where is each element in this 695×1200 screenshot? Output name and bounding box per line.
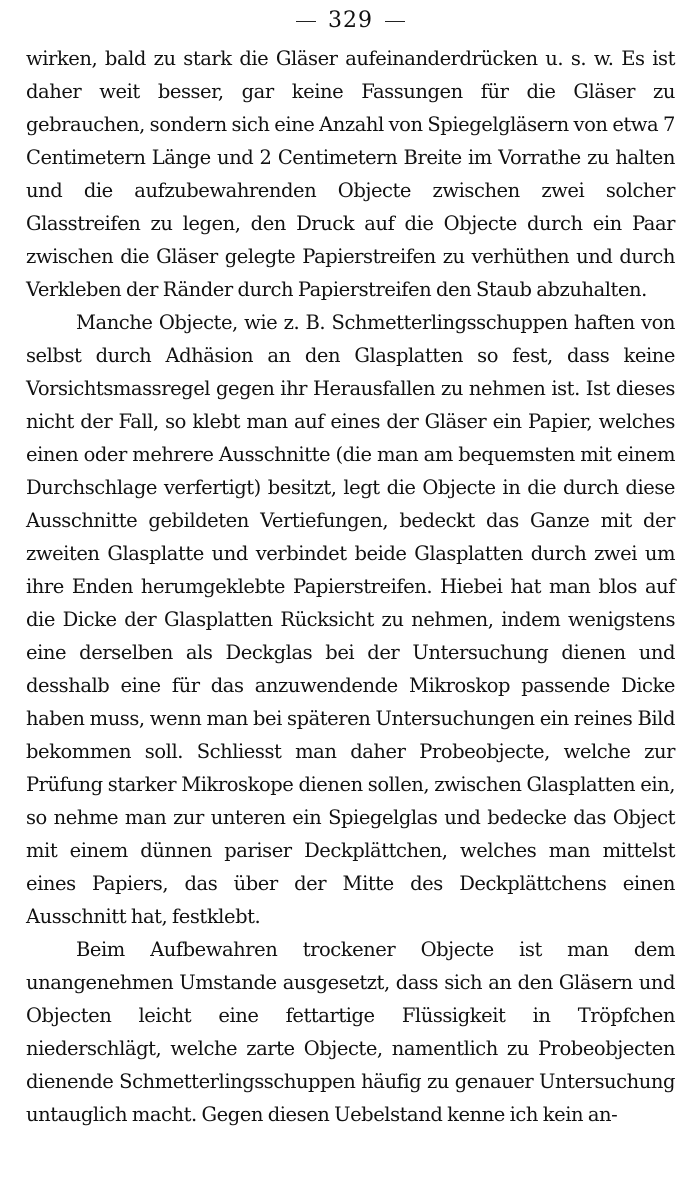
paragraph-dry-objects: Beim Aufbewahren trockener Objecte ist man dem unangenehmen Umstande ausgesetzt, dass sich an den Gläsern und Objecten leicht eine fettartige Flüssigkeit in Tröpfchen niederschlägt, welche zarte Objecte, namentlich zu Probeobjecten dienende Schmetterlingsschuppen häufig zu genauer Untersuchung untauglich macht. Gegen diesen Uebelstand kenne ich kein an- xyxy=(26,938,675,1126)
page-header xyxy=(26,6,675,42)
paragraph-continued: wirken, bald zu stark die Gläser aufeinanderdrücken u. s. w. Es ist daher weit besser, gar keine Fassungen für die Gläser zu gebrauchen, sondern sich eine Anzahl von Spiegelgläsern von etwa 7 Centimetern Länge und 2 Centimetern Breite im Vorrathe zu halten und die aufzubewahrenden Objecte zwischen zwei solcher Glasstreifen zu legen, den Druck auf die Objecte durch ein Paar zwischen die Gläser gelegte Papierstreifen zu verhüthen und durch Verkleben der Ränder durch Papierstreifen den Staub abzuhalten. xyxy=(26,47,675,301)
header-dash-right xyxy=(385,21,405,22)
header-dash-left xyxy=(296,21,316,22)
body-text xyxy=(26,42,675,1131)
page-number: 329 xyxy=(328,8,373,33)
paragraph-mounting-objects: Manche Objecte, wie z. B. Schmetterlingsschuppen haften von selbst durch Adhäsion an den Glasplatten so fest, dass keine Vorsichtsmassregel gegen ihr Herausfallen zu nehmen ist. Ist dieses nicht der Fall, so klebt man auf eines der Gläser ein Papier, welches einen oder mehrere Ausschnitte (die man am bequemsten mit einem Durchschlage verfertigt) besitzt, legt die Objecte in die durch diese Ausschnitte gebildeten Vertiefungen, bedeckt das Ganze mit der zweiten Glasplatte und verbindet beide Glasplatten durch zwei um ihre Enden herumgeklebte Papierstreifen. Hiebei hat man blos auf die Dicke der Glasplatten Rücksicht zu nehmen, indem wenigstens eine derselben als Deckglas bei der Untersuchung dienen und desshalb eine für das anzuwendende Mikroskop passende Dicke haben muss, wenn man bei späteren Untersuchungen ein reines Bild bekommen soll. Schliesst man daher Probeobjecte, welche zur Prüfung starker Mikroskope dienen sollen, zwischen Glasplatten ein, so nehme man zur unteren ein Spiegelglas und bedecke das Object mit einem dünnen pariser Deckplättchen, welches man mittelst eines Papiers, das über der Mitte des Deckplättchens einen Ausschnitt hat, festklebt. xyxy=(26,311,675,928)
